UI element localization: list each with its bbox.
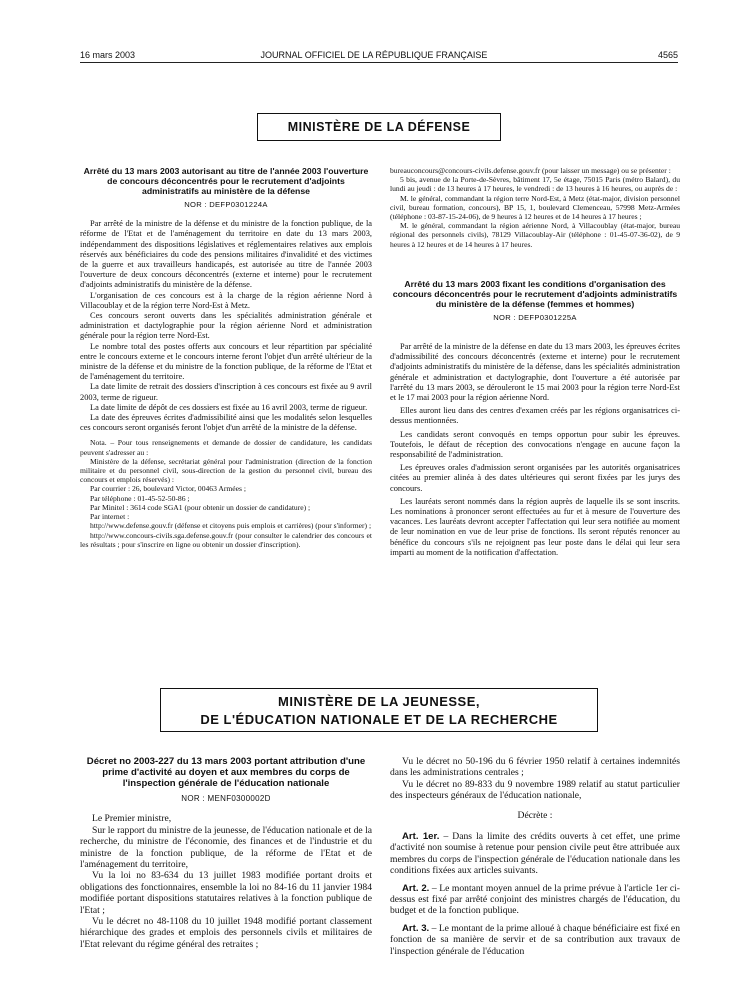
article-2	[390, 883, 680, 917]
arrete-1-paragraph: La date limite de retrait des dossiers d'inscription à ces concours est fixée au 9 avril 2003, terme de rigueur.	[80, 382, 372, 402]
contact-line: bureauconcours@concours-civils.defense.gouv.fr (pour laisser un message) ou se présenter :	[390, 166, 671, 175]
decret-paragraph: Vu la loi no 83-634 du 13 juillet 1983 modifiée portant droits et obligations des fonctionnaires, ensemble la loi no 84-16 du 11 janvier 1984 modifiée portant dispositions statutaires relatives à la fonction publique de l'Etat ;	[80, 870, 372, 916]
decret-visa: Vu le décret no 89-833 du 9 novembre 1989 relatif au statut particulier des inspecteurs généraux de l'éducation nationale,	[390, 778, 680, 802]
nota-line: Nota. – Pour tous renseignements et demande de dossier de candidature, les candidats peuvent s'adresser au :	[80, 438, 372, 457]
nota-line: http://www.defense.gouv.fr (défense et citoyens puis emplois et carrières) (pour s'informer) ;	[90, 521, 372, 531]
nota-line: Par internet :	[90, 512, 130, 522]
arrete-1-continuation	[390, 166, 680, 249]
arrete-1-nor: NOR : DEFP0301224A	[184, 200, 268, 209]
contact-line: M. le général, commandant la région terre Nord-Est, à Metz (état-major, division personnel civil, bureau formation, concours), BP 15, 1, boulevard Clemenceau, 57998 Metz-Armées (téléphone : 03-87-15-24-06), de 9 heures à 12 heures et de 14 heures à 17 heures ;	[390, 193, 680, 222]
arrete-1-paragraph: La date limite de dépôt de ces dossiers est fixée au 16 avril 2003, terme de rigueur.	[90, 402, 368, 412]
nota-line: Par courrier : 26, boulevard Victor, 00463 Armées ;	[90, 484, 246, 494]
arrete-1-column	[80, 166, 372, 549]
arrete-2-paragraph: Les épreuves orales d'admission seront organisées par les autorités organisatrices citées au premier alinéa à des dates ultérieures qui seront fixées par les jurys des concours.	[390, 463, 680, 493]
article-2-label: Art. 2.	[402, 882, 430, 894]
arrete-2-title: Arrêté du 13 mars 2003 fixant les conditions d'organisation des concours déconcentrés pour le recrutement d'adjoints administratifs du ministère de la défense (femmes et hommes)	[392, 278, 678, 309]
decret-nor: NOR : MENF0300002D	[181, 794, 271, 803]
article-3-label: Art. 3.	[402, 922, 430, 934]
article-1-label: Art. 1er.	[402, 831, 440, 843]
arrete-2-paragraph: Les lauréats seront nommés dans la région auprès de laquelle ils se sont inscrits. Les nominations à prononcer seront effectuées au fur et à mesure de l'ouverture des vacances. Les lauréats devront accepter l'affectation qui leur sera notifiée au moment de leur nomination en vue de leur prise de fonctions. Ils seront réputés renoncer au bénéfice du concours s'ils ne rejoignent pas leur poste dans le délai qui leur sera imparti au moment de la notification d'affectation.	[390, 496, 680, 557]
ministry-education-line-1: MINISTÈRE DE LA JEUNESSE,	[278, 694, 480, 709]
nota-line: http://www.concours-civils.sga.defense.gouv.fr (pour consulter le calendrier des concours et les résultats ; pour s'inscrire en ligne ou obtenir un dossier d'inscription).	[80, 530, 372, 549]
decret-paragraph: Sur le rapport du ministre de la jeunesse, de l'éducation nationale et de la recherche, du ministre de l'économie, des finances et de l'industrie et du ministre de la fonction publique, de la réforme de l'Etat et de l'aménagement du territoire,	[80, 824, 372, 871]
arrete-1-paragraph: Ces concours seront ouverts dans les spécialités administration générale et administration et dactylographie pour la région aérienne Nord et administration générale pour la région terre Nord-Est.	[80, 311, 372, 341]
nota-line: Par téléphone : 01-45-52-50-86 ;	[90, 493, 190, 503]
right-column	[390, 166, 680, 558]
article-2-text: – Le montant moyen annuel de la prime prévue à l'article 1er ci-dessus est fixé par arrêté conjoint des ministres chargés de l'éducation, du budget et de la fonction publique.	[390, 882, 680, 917]
nota-line: Par Minitel : 3614 code SGA1 (pour obtenir un dossier de candidature) ;	[90, 502, 311, 512]
article-1-text: – Dans la limite des crédits ouverts à cet effet, une prime d'activité non soumise à retenue pour pension civile peut être attribuée aux membres du corps de l'inspection générale de l'éducation nationale dans les conditions fixées aux articles suivants.	[390, 831, 680, 877]
arrete-1-nota	[80, 438, 372, 548]
contact-line: M. le général, commandant la région aérienne Nord, à Villacoublay (état-major, bureau régional des personnels civils), 78129 Villacoublay-Air (téléphone : 01-45-07-36-02), de 9 heures à 12 heures et de 14 heures à 17 heures.	[390, 221, 680, 249]
nota-line: Ministère de la défense, secrétariat général pour l'administration (direction de la fonction militaire et du personnel civil, sous-direction de la gestion du personnel civil, bureau des concours et emplois réservés) :	[80, 456, 372, 485]
decret-paragraph: Le Premier ministre,	[92, 813, 172, 825]
article-1	[390, 831, 680, 877]
arrete-1-paragraph: Par arrêté de la ministre de la défense et du ministre de la fonction publique, de la réforme de l'Etat et de l'aménagement du territoire en date du 13 mars 2003, indépendamment des dispositions législatives et réglementaires relatives aux emplois réservés aux bénéficiaires du code des pensions militaires d'invalidité et des victimes de la guerre et aux travailleurs handicapés, est autorisée au titre de l'année 2003 l'ouverture de deux concours déconcentrés (externe et interne) pour le recrutement d'adjoints administratifs du ministère de la défense.	[80, 219, 372, 290]
page-number: 4565	[657, 50, 678, 60]
arrete-1-paragraph: L'organisation de ces concours est à la charge de la région aérienne Nord à Villacoublay et de la région terre Nord-Est à Metz.	[80, 290, 372, 310]
arrete-1-paragraph: La date des épreuves écrites d'admissibilité ainsi que les modalités selon lesquelles ces concours seront organisés feront l'objet d'un arrêté de la ministre de la défense.	[80, 413, 372, 433]
decrete-heading: Décrète :	[517, 809, 553, 821]
arrete-1-paragraph: Le nombre total des postes offerts aux concours et leur répartition par spécialité entre le concours externe et le concours interne feront l'objet d'un arrêté ultérieur de la ministre de la défense et du ministre de la fonction publique, de la réforme de l'Etat et de l'aménagement du territoire.	[80, 341, 372, 382]
decret-right-column	[390, 756, 680, 957]
arrete-2-nor: NOR : DEFP0301225A	[493, 312, 577, 322]
arrete-2-paragraph: Les candidats seront convoqués en temps opportun pour subir les épreuves. Toutefois, le défaut de réception des convocations n'engage en aucune façon la responsabilité de l'administration.	[390, 429, 680, 460]
article-3	[390, 923, 680, 957]
decret-title: Décret no 2003-227 du 13 mars 2003 portant attribution d'une prime d'activité au doyen et aux membres du corps de l'inspection générale de l'éducation nationale	[86, 756, 366, 789]
ministry-defense-heading: MINISTÈRE DE LA DÉFENSE	[257, 113, 501, 141]
ministry-education-line-2: DE L'ÉDUCATION NATIONALE ET DE LA RECHERCHE	[200, 712, 558, 727]
contact-line: 5 bis, avenue de la Porte-de-Sèvres, bâtiment 17, 5e étage, 75015 Paris (métro Balard), du lundi au jeudi : de 13 heures à 17 heures, le vendredi : de 13 heures à 16 heures, ou auprès de :	[390, 175, 680, 194]
decret-visa: Vu le décret no 50-196 du 6 février 1950 relatif à certaines indemnités dans les administrations centrales ;	[390, 756, 680, 779]
arrete-1-title: Arrêté du 13 mars 2003 autorisant au titre de l'année 2003 l'ouverture de concours déconcentrés pour le recrutement d'adjoints administratifs au ministère de la défense	[83, 166, 369, 196]
arrete-2-paragraph: Elles auront lieu dans des centres d'examen créés par les régions organisatrices ci-dessus mentionnées.	[390, 406, 680, 426]
arrete-2-paragraph: Par arrêté de la ministre de la défense en date du 13 mars 2003, les épreuves écrites d'admissibilité des concours déconcentrés (externe et interne) pour le recrutement d'adjoints administratifs du ministère de la défense, dans les spécialités administration générale et administration et dactylographie, dont l'ouverture a été autorisée par l'arrêté du 13 mars 2003, se dérouleront le 15 mai 2003 pour la région terre Nord-Est et le 17 mai 2003 pour la région aérienne Nord.	[390, 342, 680, 403]
article-3-text: – Le montant de la prime alloué à chaque bénéficiaire est fixé en fonction de sa manière de servir et de sa contribution aux travaux de l'inspection générale de l'éducation	[390, 922, 680, 957]
header-date: 16 mars 2003	[80, 50, 136, 60]
header-rule	[80, 62, 678, 63]
journal-title: JOURNAL OFFICIEL DE LA RÉPUBLIQUE FRANÇAISE	[260, 50, 488, 60]
decret-left-column	[80, 756, 372, 950]
decret-paragraph: Vu le décret no 48-1108 du 10 juillet 1948 modifié portant classement hiérarchique des grades et emplois des personnels civils et militaires de l'Etat relevant du régime général des retraites ;	[80, 916, 372, 950]
ministry-education-heading	[160, 688, 598, 732]
